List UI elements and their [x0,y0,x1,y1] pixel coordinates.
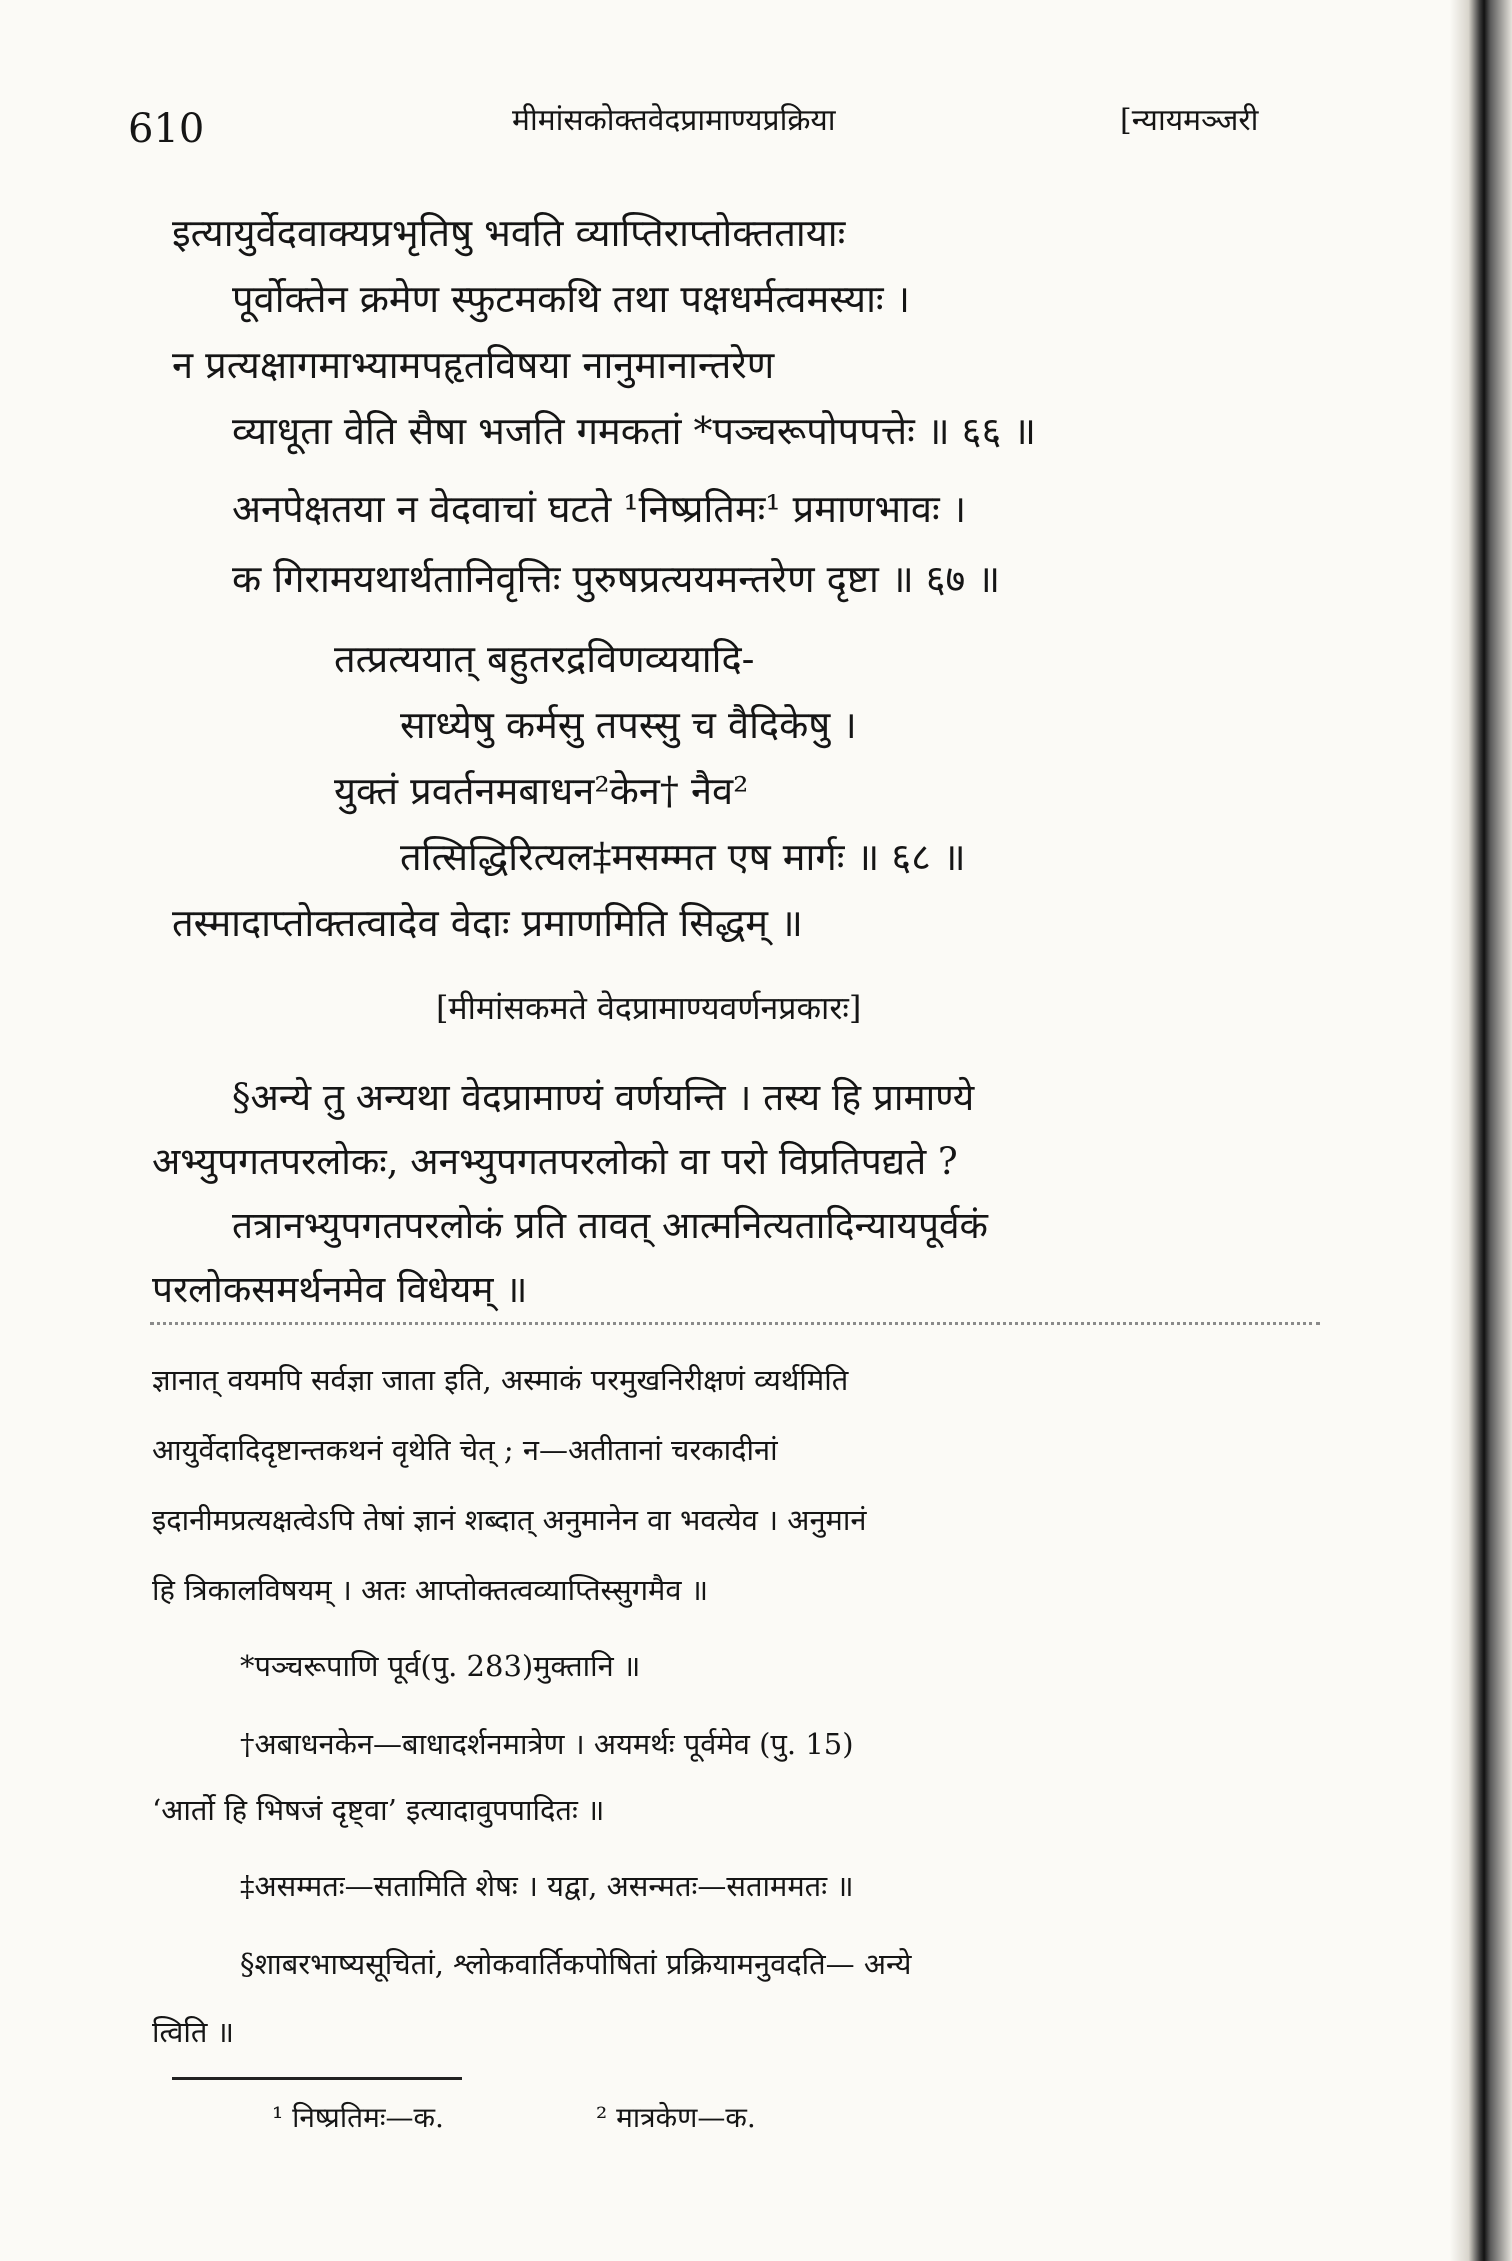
verse-line: तत्सिद्धिरित्यल‡मसम्मत एष मार्गः ॥ ६८ ॥ [400,835,966,879]
footnote: ¹ निष्प्रतिमः—क. [272,2101,444,2134]
running-title: मीमांसकोक्तवेदप्रामाण्यप्रक्रिया [512,103,836,138]
section-divider [150,1322,1320,1325]
verse-conclusion: तस्मादाप्तोक्तत्वादेव वेदाः प्रमाणमिति सिद्धम् ॥ [172,901,803,945]
verse-line: तत्प्रत्ययात् बहुतरद्रविणव्ययादि- [334,637,755,681]
footnote-rule [172,2077,462,2080]
verse-line: पूर्वोक्तेन क्रमेण स्फुटमकथि तथा पक्षधर्मत्वमस्याः । [232,277,911,321]
verse-line: इत्यायुर्वेदवाक्यप्रभृतिषु भवति व्याप्तिराप्तोक्ततायाः [172,211,846,255]
note-line: ‘आर्तो हि भिषजं दृष्ट्वा’ इत्यादावुपपादितः ॥ [152,1793,605,1827]
note-line: ज्ञानात् वयमपि सर्वज्ञा जाता इति, अस्माकं परमुखनिरीक्षणं व्यर्थमिति [152,1363,849,1397]
note-line: †अबाधनकेन—बाधादर्शनमात्रेण । अयमर्थः पूर्वमेव (पु. 15) [240,1727,854,1761]
paragraph-line: तत्रानभ्युपगतपरलोकं प्रति तावत् आत्मनित्यतादिन्यायपूर्वकं [232,1204,988,1247]
note-line: त्विति ॥ [152,2015,234,2049]
verse-line: अनपेक्षतया न वेदवाचां घटते ¹निष्प्रतिमः¹ प्रमाणभावः । [232,487,967,531]
verse-line: न प्रत्यक्षागमाभ्यामपहृतविषया नानुमानान्तरेण [172,343,775,387]
paragraph-line: अभ्युपगतपरलोकः, अनभ्युपगतपरलोको वा परो विप्रतिपद्यते ? [152,1140,958,1183]
page-number: 610 [128,106,205,152]
section-heading: [मीमांसकमते वेदप्रामाण्यवर्णनप्रकारः] [436,989,862,1027]
note-line: हि त्रिकालविषयम् । अतः आप्तोक्तत्वव्याप्तिस्सुगमैव ॥ [152,1573,709,1607]
verse-line: युक्तं प्रवर्तनमबाधन²केन† नैव² [334,769,749,813]
verse-line: साध्येषु कर्मसु तपस्सु च वैदिकेषु । [400,703,857,747]
footnote: ² मात्रकेण—क. [596,2101,756,2134]
book-title: [न्यायमञ्जरी [1120,103,1259,138]
paragraph-line: परलोकसमर्थनमेव विधेयम् ॥ [152,1268,528,1311]
paragraph-line: §अन्ये तु अन्यथा वेदप्रामाण्यं वर्णयन्ति । तस्य हि प्रामाण्ये [232,1076,975,1119]
note-line: *पञ्चरूपाणि पूर्व(पु. 283)मुक्तानि ॥ [240,1649,641,1683]
note-line: §शाबरभाष्यसूचितां, श्लोकवार्तिकपोषितां प्रक्रियामनुवदति— अन्ये [240,1947,912,1981]
note-line: आयुर्वेदादिदृष्टान्तकथनं वृथेति चेत् ; न—अतीतानां चरकादीनां [152,1433,778,1467]
verse-line: क गिरामयथार्थतानिवृत्तिः पुरुषप्रत्ययमन्तरेण दृष्टा ॥ ६७ ॥ [232,557,1001,601]
page-binding-edge [1450,0,1512,2261]
note-line: ‡असम्मतः—सतामिति शेषः । यद्वा, असन्मतः—सताममतः ॥ [240,1869,854,1903]
verse-line: व्याधूता वेति सैषा भजति गमकतां *पञ्चरूपोपपत्तेः ॥ ६६ ॥ [232,409,1037,453]
note-line: इदानीमप्रत्यक्षत्वेऽपि तेषां ज्ञानं शब्दात् अनुमानेन वा भवत्येव । अनुमानं [152,1503,867,1537]
